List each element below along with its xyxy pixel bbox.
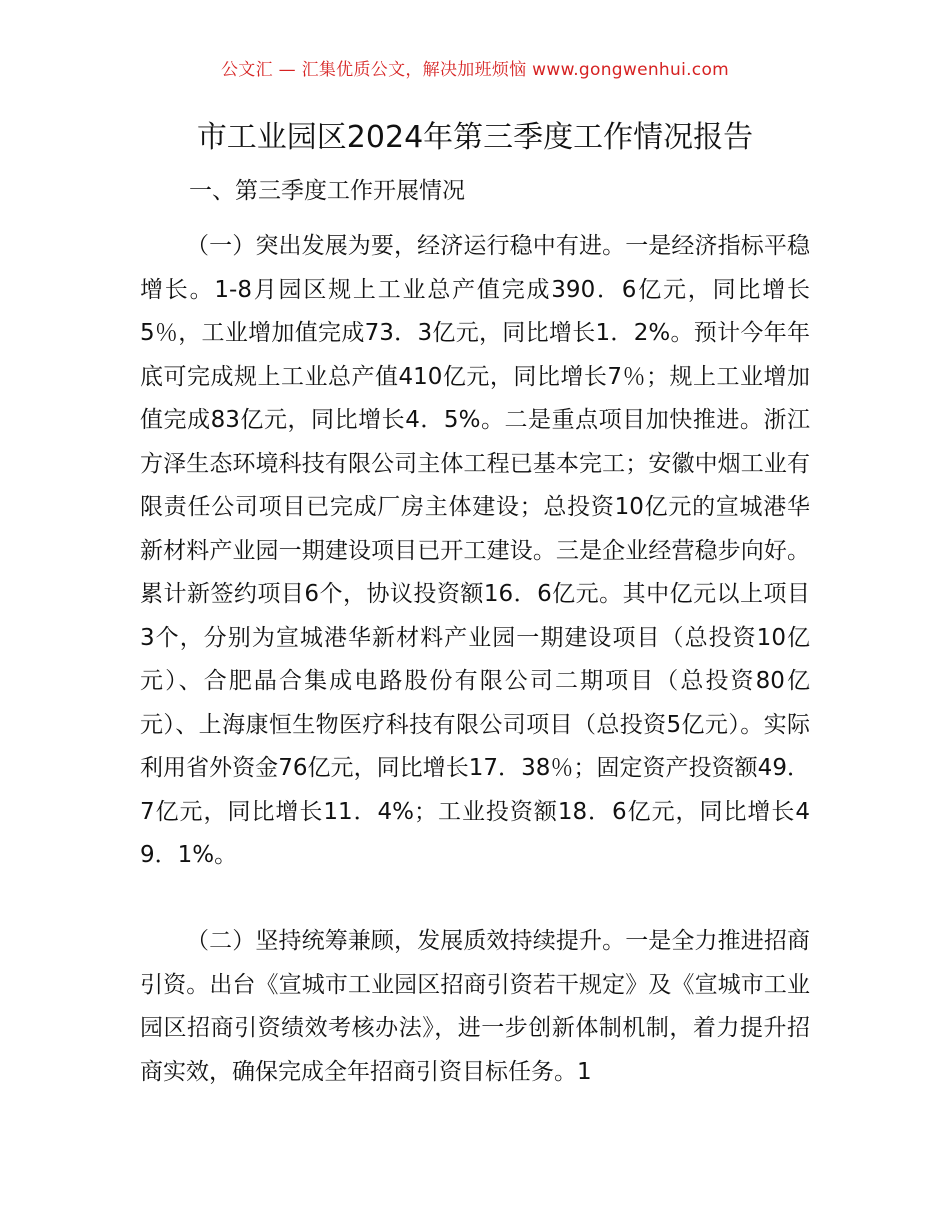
- paragraph-development-quality: （二）坚持统筹兼顾，发展质效持续提升。一是全力推进招商引资。出台《宣城市工业园区招商引资若干规定》及《宣城市工业园区招商引资绩效考核办法》，进一步创新体制机制，着力提升招商实效，确保完成全年招商引资目标任务。1: [140, 928, 810, 1085]
- paragraph-economic-operation: （一）突出发展为要，经济运行稳中有进。一是经济指标平稳增长。1-8月园区规上工业总产值完成390．6亿元，同比增长5％，工业增加值完成73．3亿元，同比增长1．2%。预计今年年底可完成规上工业总产值410亿元，同比增长7％；规上工业增加值完成83亿元，同比增长4．5%。二是重点项目加快推进。浙江方泽生态环境科技有限公司主体工程已基本完工；安徽中烟工业有限责任公司项目已完成厂房主体建设；总投资10亿元的宣城港华新材料产业园一期建设项目已开工建设。三是企业经营稳步向好。累计新签约项目6个，协议投资额16．6亿元。其中亿元以上项目3个，分别为宣城港华新材料产业园一期建设项目（总投资10亿元）、合肥晶合集成电路股份有限公司二期项目（总投资80亿元）、上海康恒生物医疗科技有限公司项目（总投资5亿元）。实际利用省外资金76亿元，同比增长17．38％；固定资产投资额49．7亿元，同比增长11．4%；工业投资额18．6亿元，同比增长49．1%。: [140, 233, 810, 868]
- section-heading: 一、第三季度工作开展情况: [189, 178, 465, 204]
- document-title: 市工业园区2024年第三季度工作情况报告: [196, 120, 754, 155]
- watermark-banner: 公文汇 — 汇集优质公文，解决加班烦恼 www.gongwenhui.com: [220, 60, 730, 80]
